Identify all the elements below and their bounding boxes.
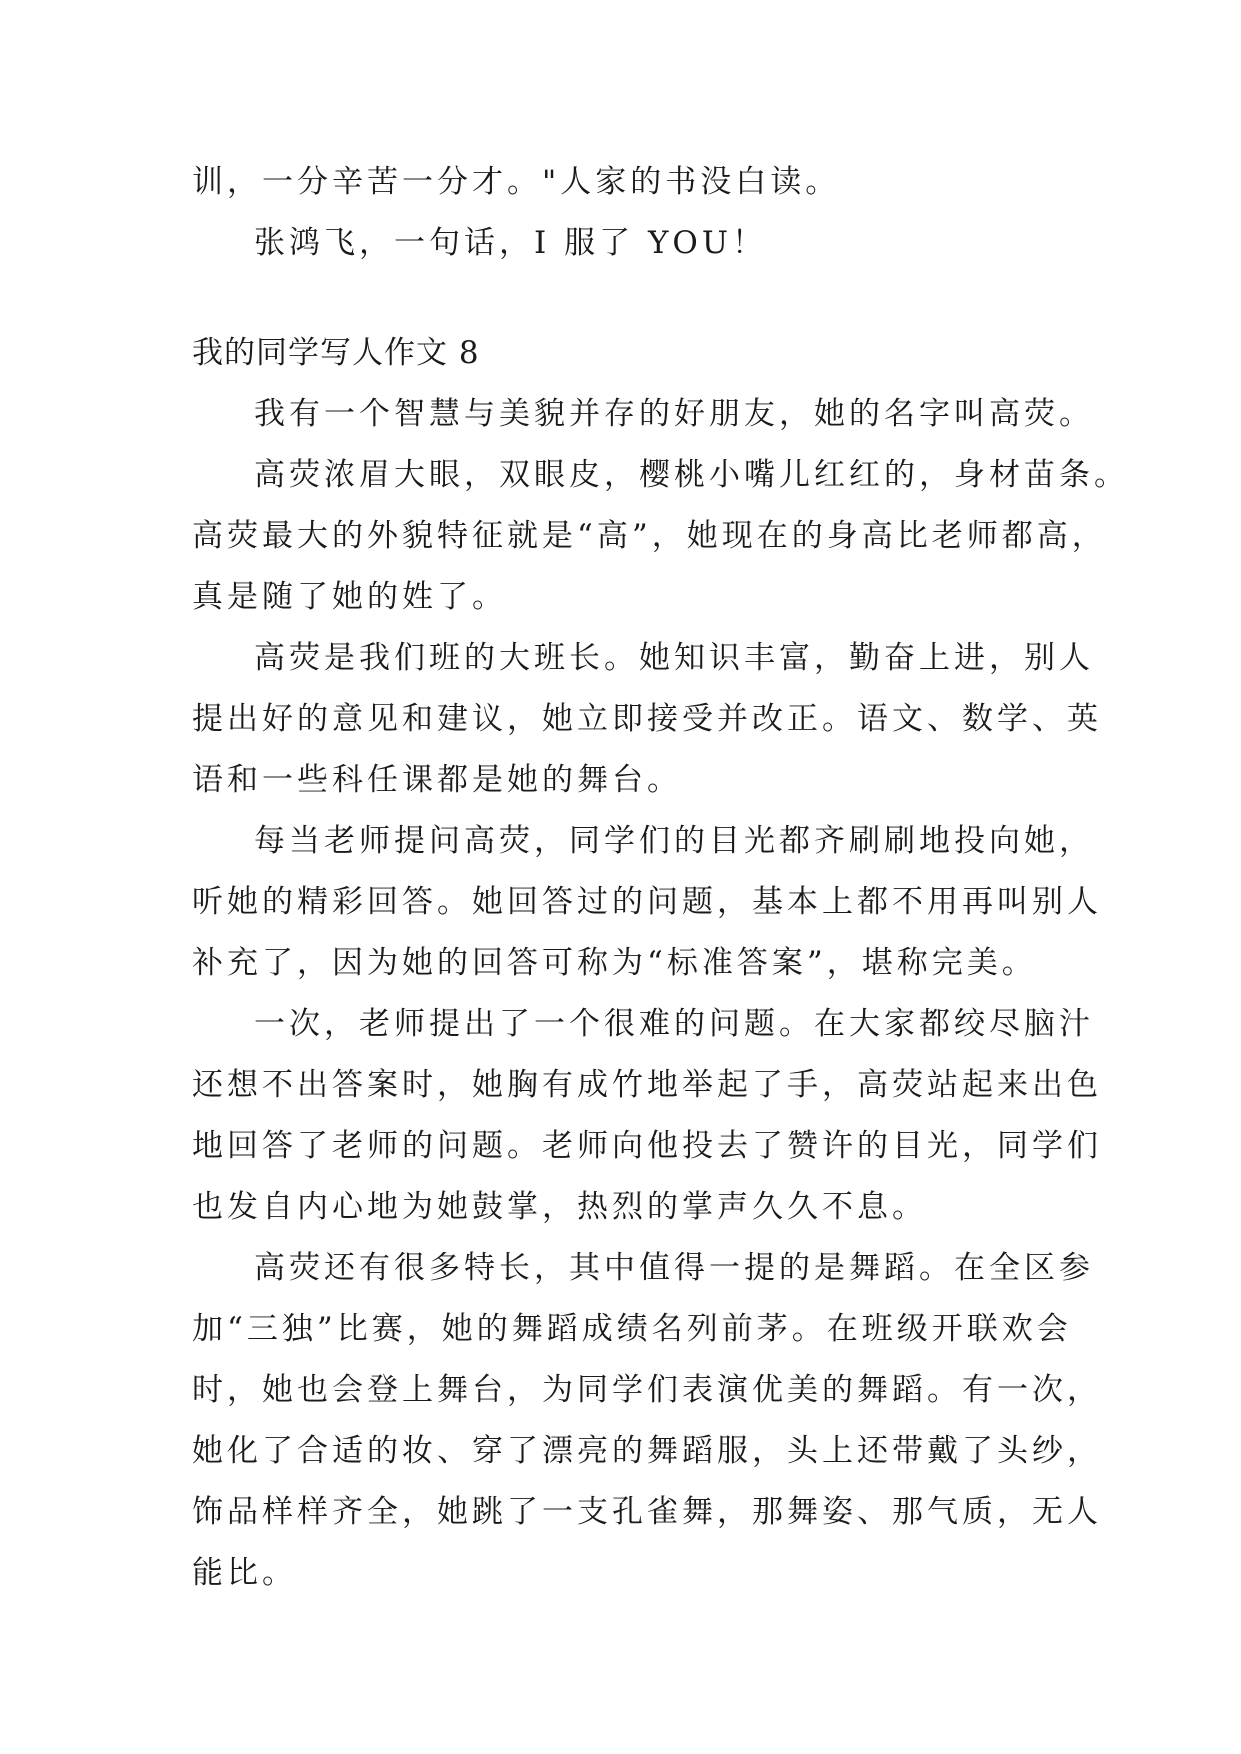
- text-line: 真是随了她的姓了。: [192, 579, 507, 615]
- paragraph: [192, 384, 1094, 445]
- essay-title: 我的同学写人作文 8: [192, 335, 480, 371]
- text-line: 她化了合适的妆、穿了漂亮的舞蹈服，头上还带戴了头纱，: [192, 1433, 1102, 1469]
- paragraph: [192, 628, 1102, 811]
- text-line: 也发自内心地为她鼓掌，热烈的掌声久久不息。: [192, 1189, 927, 1225]
- text-line: 补充了，因为她的回答可称为“标准答案”，堪称完美。: [192, 945, 1037, 981]
- text-line: 高荧最大的外貌特征就是“高”，她现在的身高比老师都高，: [192, 518, 1107, 554]
- text-line: 张鸿飞，一句话，I 服了 YOU！: [254, 225, 767, 261]
- text-line: 提出好的意见和建议，她立即接受并改正。语文、数学、英: [192, 701, 1102, 737]
- text-line: 每当老师提问高荧，同学们的目光都齐刷刷地投向她，: [254, 823, 1094, 859]
- text-line: 高荧还有很多特长，其中值得一提的是舞蹈。在全区参: [254, 1250, 1094, 1286]
- paragraph: [192, 811, 1102, 994]
- text-line: 我有一个智慧与美貌并存的好朋友，她的名字叫高荧。: [254, 396, 1094, 432]
- text-line: 训，一分辛苦一分才。"人家的书没白读。: [192, 164, 841, 200]
- section-gap: [192, 274, 1062, 323]
- text-line: 听她的精彩回答。她回答过的问题，基本上都不用再叫别人: [192, 884, 1102, 920]
- paragraph: [192, 1238, 1102, 1604]
- text-line: 时，她也会登上舞台，为同学们表演优美的舞蹈。有一次，: [192, 1372, 1102, 1408]
- text-line: 一次，老师提出了一个很难的问题。在大家都绞尽脑汁: [254, 1006, 1094, 1042]
- text-line: 加“三独”比赛，她的舞蹈成绩名列前茅。在班级开联欢会: [192, 1311, 1072, 1347]
- text-line: 还想不出答案时，她胸有成竹地举起了手，高荧站起来出色: [192, 1067, 1102, 1103]
- text-line: 饰品样样齐全，她跳了一支孔雀舞，那舞姿、那气质，无人: [192, 1494, 1102, 1530]
- text-line: 语和一些科任课都是她的舞台。: [192, 762, 682, 798]
- text-line: 能比。: [192, 1555, 297, 1591]
- document-body: [192, 152, 1129, 1604]
- text-line: 地回答了老师的问题。老师向他投去了赞许的目光，同学们: [192, 1128, 1102, 1164]
- text-line: 高荧是我们班的大班长。她知识丰富，勤奋上进，别人: [254, 640, 1094, 676]
- text-line: 高荧浓眉大眼，双眼皮，樱桃小嘴儿红红的，身材苗条。: [254, 457, 1129, 493]
- paragraph: [192, 445, 1129, 628]
- paragraph: [192, 994, 1102, 1238]
